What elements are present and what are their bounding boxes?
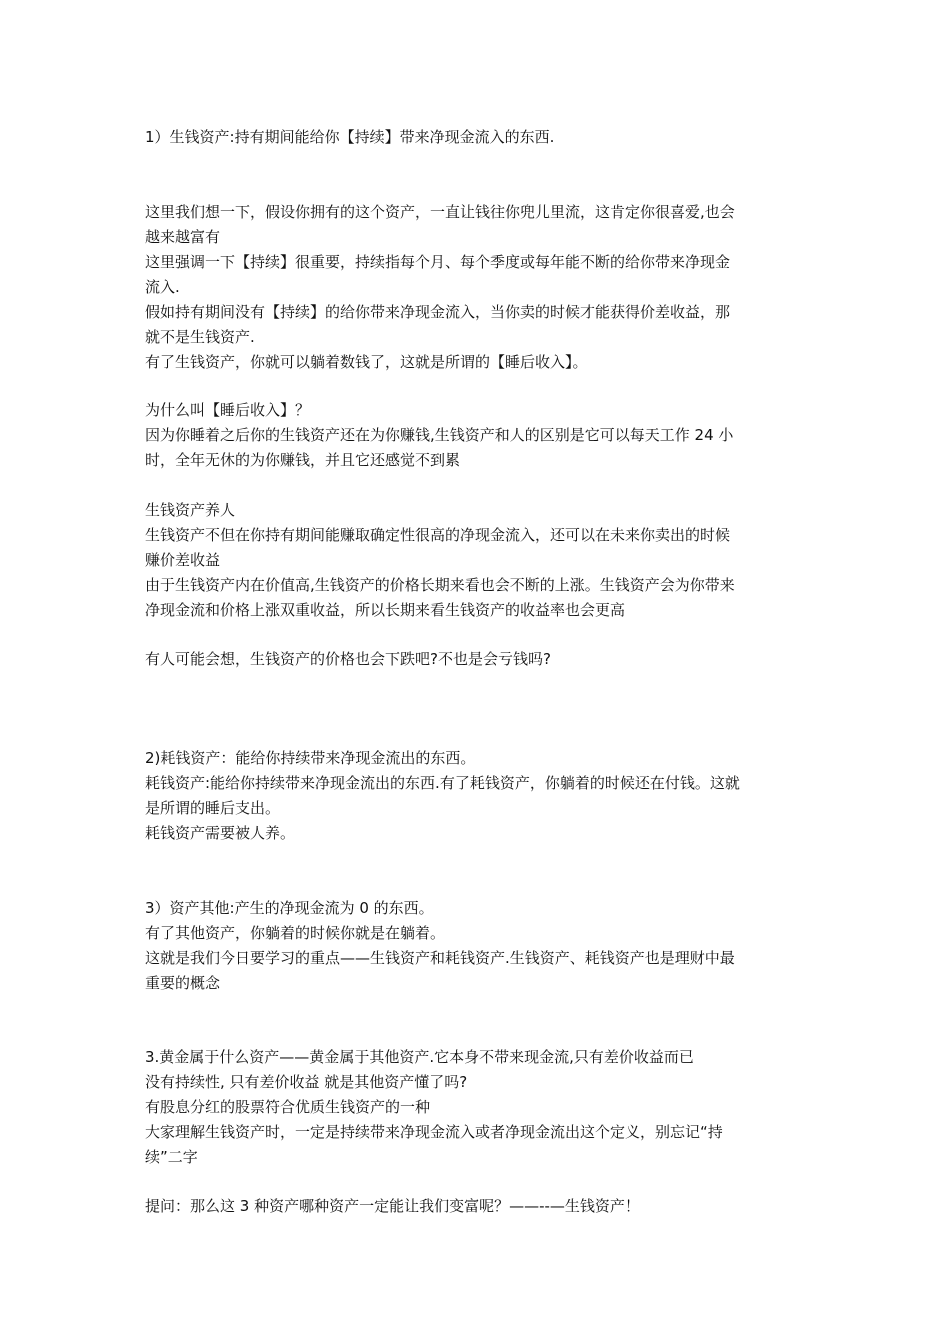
paragraph-line: 净现金流和价格上涨双重收益，所以长期来看生钱资产的收益率也会更高 — [145, 601, 626, 619]
paragraph-line: 有人可能会想，生钱资产的价格也会下跌吧?不也是会亏钱吗? — [145, 650, 551, 668]
paragraph-line: 是所谓的睡后支出。 — [145, 799, 281, 817]
paragraph-line: 为什么叫【睡后收入】？ — [145, 401, 311, 419]
paragraph-line: 有股息分红的股票符合优质生钱资产的一种 — [145, 1098, 431, 1116]
heading-money-consuming-asset: 2)耗钱资产：能给你持续带来净现金流出的东西。 — [145, 749, 476, 767]
paragraph-line: 流入. — [145, 278, 180, 296]
paragraph-line: 这里我们想一下，假设你拥有的这个资产，一直让钱往你兜儿里流，这肯定你很喜爱,也会 — [145, 203, 735, 221]
paragraph-line: 没有持续性, 只有差价收益 就是其他资产懂了吗? — [145, 1073, 468, 1091]
paragraph-line: 有了其他资产，你躺着的时候你就是在躺着。 — [145, 924, 446, 942]
heading-gold-asset: 3.黄金属于什么资产——黄金属于其他资产.它本身不带来现金流,只有差价收益而已 — [145, 1048, 694, 1066]
paragraph-line: 续”二字 — [145, 1148, 198, 1166]
paragraph-line: 因为你睡着之后你的生钱资产还在为你赚钱,生钱资产和人的区别是它可以每天工作 24 小 — [145, 426, 734, 444]
paragraph-line: 假如持有期间没有【持续】的给你带来净现金流入，当你卖的时候才能获得价差收益，那 — [145, 303, 731, 321]
paragraph-line: 这里强调一下【持续】很重要，持续指每个月、每个季度或每年能不断的给你带来净现金 — [145, 253, 731, 271]
heading-money-making-asset: 1）生钱资产:持有期间能给你【持续】带来净现金流入的东西. — [145, 128, 555, 146]
closing-question: 提问：那么这 3 种资产哪种资产一定能让我们变富呢？——--—生钱资产！ — [145, 1197, 640, 1215]
paragraph-line: 生钱资产养人 — [145, 501, 236, 519]
paragraph-line: 有了生钱资产，你就可以躺着数钱了，这就是所谓的【睡后收入】。 — [145, 353, 588, 371]
paragraph-line: 就不是生钱资产. — [145, 328, 255, 346]
paragraph-line: 越来越富有 — [145, 228, 221, 246]
paragraph-line: 时，全年无休的为你赚钱，并且它还感觉不到累 — [145, 451, 461, 469]
paragraph-line: 耗钱资产:能给你持续带来净现金流出的东西.有了耗钱资产，你躺着的时候还在付钱。这就 — [145, 774, 740, 792]
paragraph-line: 耗钱资产需要被人养。 — [145, 824, 296, 842]
paragraph-line: 赚价差收益 — [145, 551, 221, 569]
paragraph-line: 生钱资产不但在你持有期间能赚取确定性很高的净现金流入，还可以在未来你卖出的时候 — [145, 526, 731, 544]
paragraph-line: 重要的概念 — [145, 974, 221, 992]
paragraph-line: 大家理解生钱资产时，一定是持续带来净现金流入或者净现金流出这个定义，别忘记“持 — [145, 1123, 723, 1141]
heading-other-asset: 3）资产其他:产生的净现金流为 0 的东西。 — [145, 899, 434, 917]
paragraph-line: 由于生钱资产内在价值高,生钱资产的价格长期来看也会不断的上涨。生钱资产会为你带来 — [145, 576, 735, 594]
paragraph-line: 这就是我们今日要学习的重点——生钱资产和耗钱资产.生钱资产、耗钱资产也是理财中最 — [145, 949, 735, 967]
